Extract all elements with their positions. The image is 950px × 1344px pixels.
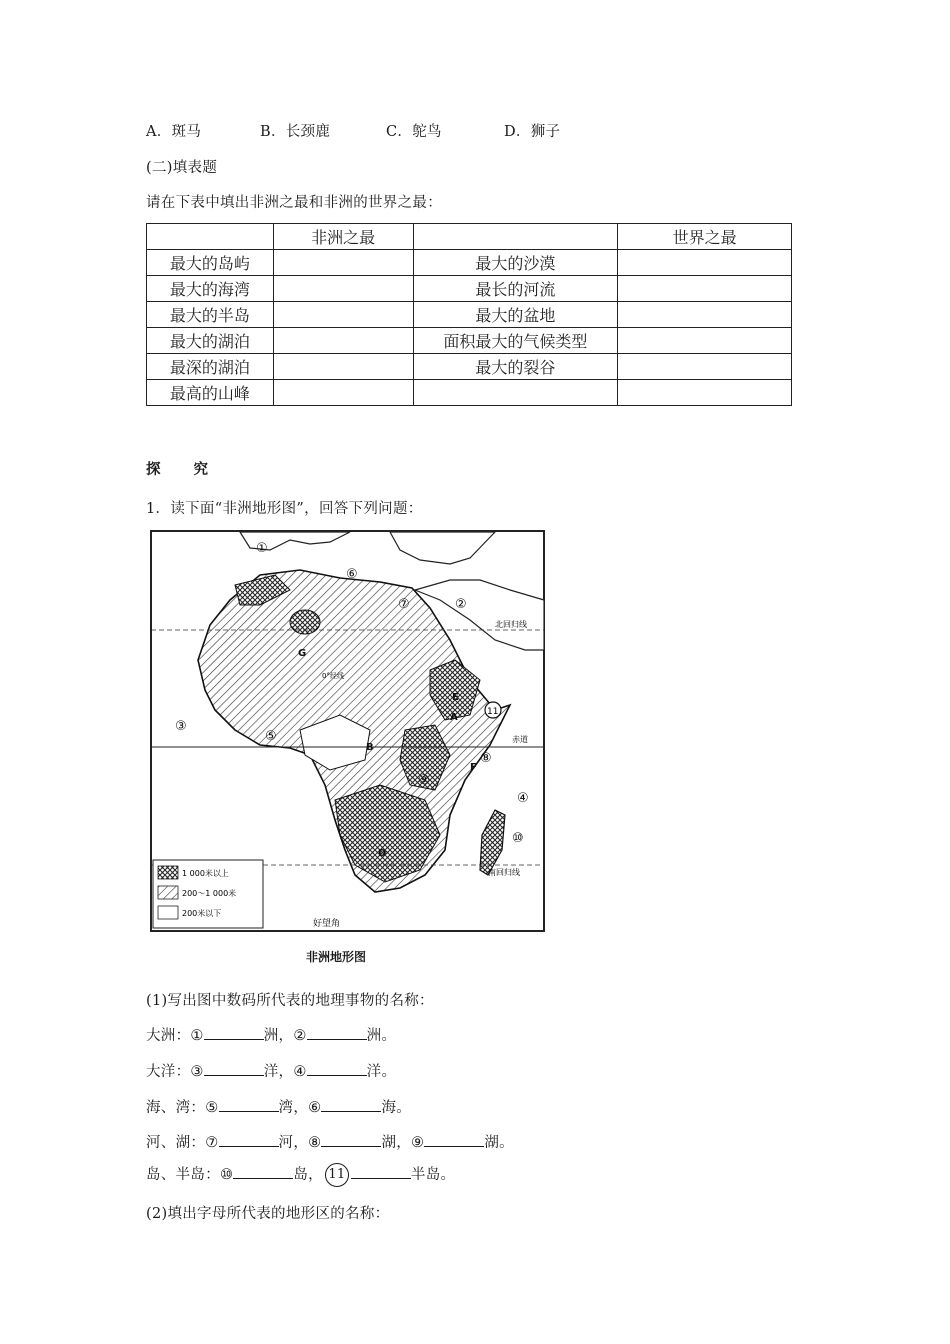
option-d: D．狮子	[504, 124, 561, 140]
answer-cell[interactable]	[273, 328, 413, 354]
river-suffix-c: 湖。	[484, 1135, 514, 1151]
island-suffix-b: 半岛。	[410, 1167, 456, 1183]
answer-cell[interactable]	[618, 276, 792, 302]
blank-6[interactable]	[321, 1097, 381, 1112]
legend-mid: 200～1 000米	[182, 889, 237, 898]
option-c: C．鸵鸟	[386, 124, 442, 140]
map-legend	[153, 860, 263, 928]
answer-cell[interactable]	[618, 380, 792, 406]
blank-9[interactable]	[424, 1132, 484, 1147]
row-label: 最长的河流	[413, 276, 618, 302]
ocean-suffix-b: 洋。	[366, 1064, 397, 1080]
river-line	[146, 1131, 514, 1152]
river-suffix-a: 河，	[278, 1135, 309, 1151]
table-row	[147, 354, 792, 380]
sub-question-2-prompt: (2)填出字母所代表的地形区的名称：	[146, 1206, 390, 1222]
row-label: 最高的山峰	[147, 380, 274, 406]
table-row	[147, 250, 792, 276]
tropic-north-label: 北回归线	[495, 620, 527, 629]
continent-suffix-a: 洲，	[263, 1028, 294, 1044]
row-label: 最大的湖泊	[147, 328, 274, 354]
header-cell	[413, 224, 618, 250]
table-row	[147, 302, 792, 328]
marker-9: ⑨	[418, 773, 430, 788]
blank-2[interactable]	[307, 1025, 367, 1040]
row-label: 面积最大的气候类型	[413, 328, 618, 354]
marker-6: ⑥	[346, 567, 358, 582]
marker-10: ⑩	[512, 831, 524, 846]
row-label: 最大的裂谷	[413, 354, 618, 380]
marker-ref-6: ⑥	[308, 1100, 322, 1116]
marker-5: ⑤	[265, 729, 277, 744]
river-label: 河、湖：	[146, 1135, 206, 1151]
blank-5[interactable]	[219, 1097, 279, 1112]
letter-g: G	[298, 648, 307, 659]
river-suffix-b: 湖，	[381, 1135, 412, 1151]
row-label: 最大的半岛	[147, 302, 274, 328]
answer-cell[interactable]	[273, 380, 413, 406]
legend-high: 1 000米以上	[182, 869, 229, 878]
answer-cell[interactable]	[273, 276, 413, 302]
marker-ref-4: ④	[293, 1064, 307, 1080]
letter-f: F	[470, 762, 477, 773]
highland-ahaggar	[290, 610, 320, 634]
superlatives-table	[146, 223, 792, 406]
marker-ref-5: ⑤	[205, 1100, 219, 1116]
letter-b: B	[366, 742, 374, 753]
row-label: 最深的湖泊	[147, 354, 274, 380]
answer-cell[interactable]	[618, 328, 792, 354]
island-label: 岛、半岛：	[146, 1167, 220, 1183]
marker-ref-9: ⑨	[411, 1135, 425, 1151]
letter-e: E	[452, 692, 459, 703]
sea-label: 海、湾：	[146, 1100, 206, 1116]
continent-suffix-b: 洲。	[366, 1028, 397, 1044]
blank-10[interactable]	[233, 1164, 293, 1179]
continent-line	[146, 1024, 396, 1045]
marker-ref-11: 11	[325, 1163, 349, 1187]
marker-ref-8: ⑧	[308, 1135, 322, 1151]
marker-7: ⑦	[398, 597, 410, 612]
island-line	[146, 1163, 455, 1187]
answer-cell[interactable]	[273, 250, 413, 276]
marker-ref-2: ②	[293, 1028, 307, 1044]
table-row	[147, 328, 792, 354]
section-fill-title: (二)填表题	[146, 160, 218, 176]
table-row	[147, 380, 792, 406]
row-label: 最大的岛屿	[147, 250, 274, 276]
header-cell: 世界之最	[618, 224, 792, 250]
table-header-row	[147, 224, 792, 250]
answer-cell[interactable]	[618, 354, 792, 380]
marker-1: ①	[256, 541, 268, 556]
blank-11[interactable]	[351, 1164, 411, 1179]
explore-heading: 探 究	[146, 461, 223, 478]
answer-cell[interactable]	[273, 354, 413, 380]
ocean-suffix-a: 洋，	[263, 1064, 294, 1080]
map-caption: 非洲地形图	[306, 950, 367, 964]
marker-4: ④	[517, 791, 529, 806]
marker-ref-1: ①	[190, 1028, 204, 1044]
blank-4[interactable]	[307, 1061, 367, 1076]
legend-low: 200米以下	[182, 909, 222, 918]
sea-line	[146, 1096, 411, 1117]
tropic-south-label: 南回归线	[488, 868, 520, 877]
africa-terrain-map	[150, 530, 545, 932]
blank-3[interactable]	[204, 1061, 264, 1076]
row-label: 最大的沙漠	[413, 250, 618, 276]
sea-suffix-b: 海。	[381, 1100, 412, 1116]
table-row	[147, 276, 792, 302]
marker-3: ③	[175, 719, 187, 734]
marker-8: ⑧	[480, 751, 492, 766]
cape-label: 好望角	[313, 919, 341, 929]
table-prompt: 请在下表中填出非洲之最和非洲的世界之最：	[146, 195, 442, 211]
blank-1[interactable]	[204, 1025, 264, 1040]
ocean-line	[146, 1060, 396, 1081]
answer-cell[interactable]	[618, 250, 792, 276]
option-b: B．长颈鹿	[260, 124, 331, 140]
equator-label: 赤道	[512, 735, 528, 744]
answer-options	[146, 120, 560, 141]
sea-suffix-a: 湾，	[278, 1100, 309, 1116]
answer-cell[interactable]	[618, 302, 792, 328]
row-label: 最大的盆地	[413, 302, 618, 328]
row-label	[413, 380, 618, 406]
question-1-prompt: 1．读下面“非洲地形图”，回答下列问题：	[146, 501, 423, 517]
marker-ref-3: ③	[190, 1064, 204, 1080]
marker-2: ②	[455, 597, 467, 612]
header-cell	[147, 224, 274, 250]
meridian-label: 0°经线	[322, 672, 344, 680]
blank-8[interactable]	[321, 1132, 381, 1147]
answer-cell[interactable]	[273, 302, 413, 328]
continent-label: 大洲：	[146, 1028, 191, 1044]
ocean-label: 大洋：	[146, 1064, 191, 1080]
marker-11: 11	[487, 707, 499, 717]
letter-d: D	[378, 848, 387, 859]
island-suffix-a: 岛，	[293, 1167, 323, 1183]
header-cell: 非洲之最	[273, 224, 413, 250]
option-a: A．斑马	[146, 124, 202, 140]
blank-7[interactable]	[219, 1132, 279, 1147]
letter-a: A	[450, 712, 458, 723]
marker-ref-10: ⑩	[220, 1167, 234, 1183]
row-label: 最大的海湾	[147, 276, 274, 302]
sub-question-1-prompt: (1)写出图中数码所代表的地理事物的名称：	[146, 993, 434, 1009]
marker-ref-7: ⑦	[205, 1135, 219, 1151]
